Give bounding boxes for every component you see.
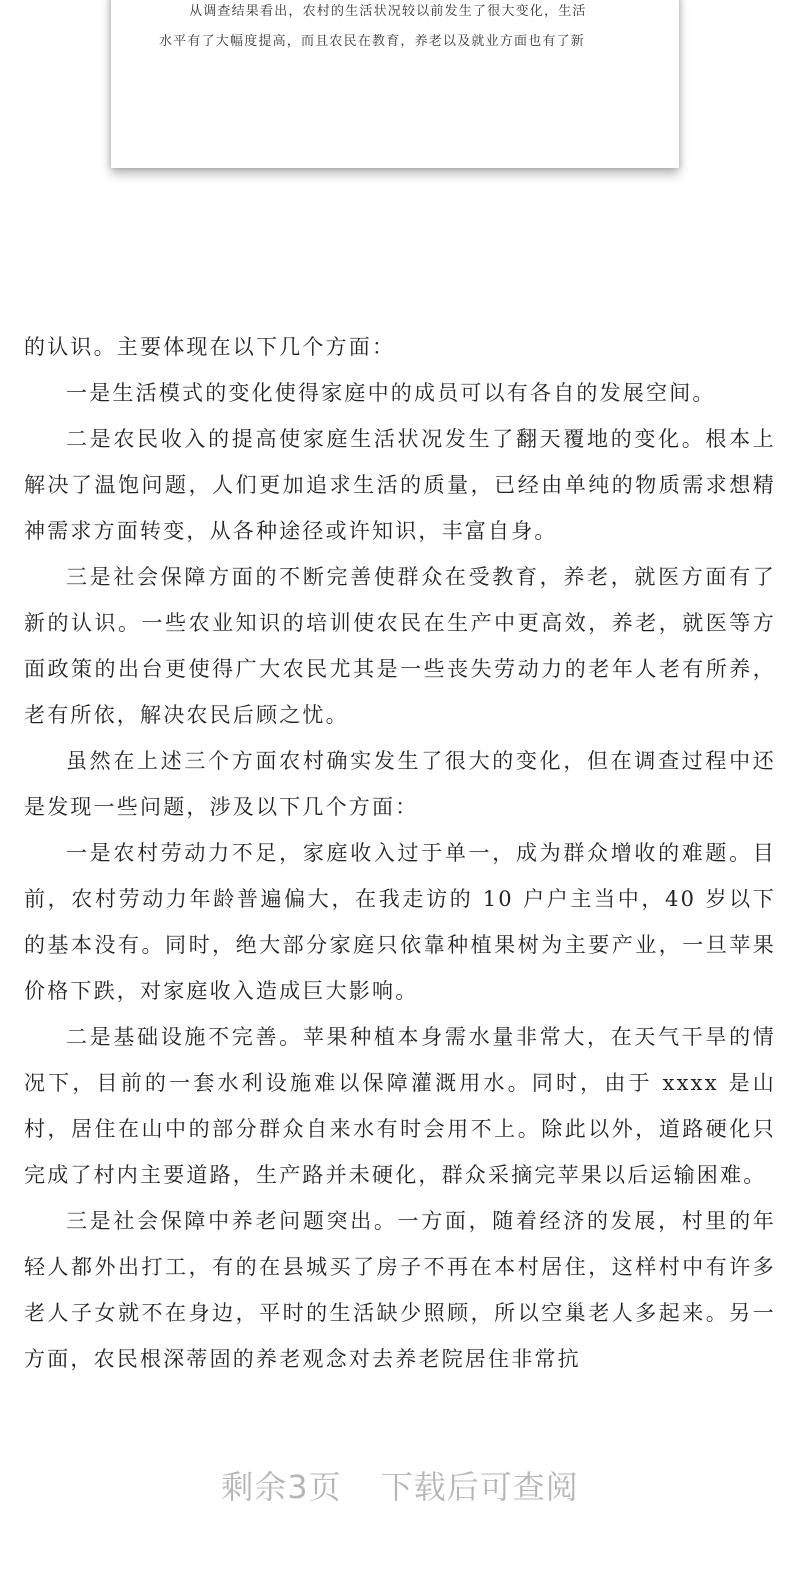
- paragraph: 一是生活模式的变化使得家庭中的成员可以有各自的发展空间。: [66, 381, 716, 405]
- preview-line-1: 从调查结果看出，农村的生活状况较以前发生了很大变化，生活: [189, 4, 587, 19]
- paragraph: 三是社会保障方面的不断完善使群众在受教育，养老，就医方面有了新的认识。一些农业知识的培训使农民在生产中更高效，养老，就医等方面政策的出台更使得广大农民尤其是一些丧失劳动力的老年人老有所养，老有所依，解决农民后顾之忧。: [24, 565, 776, 727]
- paragraph: 虽然在上述三个方面农村确实发生了很大的变化，但在调查过程中还是发现一些问题，涉及以下几个方面：: [24, 749, 776, 819]
- remaining-pages-label: 剩余3页: [221, 1468, 342, 1506]
- paragraph: 二是农民收入的提高使家庭生活状况发生了翻天覆地的变化。根本上解决了温饱问题，人们更加追求生活的质量，已经由单纯的物质需求想精神需求方面转变，从各种途径或许知识，丰富自身。: [24, 427, 776, 543]
- previous-page-preview: [111, 0, 679, 168]
- download-prompt[interactable]: [0, 1462, 800, 1508]
- paragraph: 三是社会保障中养老问题突出。一方面，随着经济的发展，村里的年轻人都外出打工，有的在县城买了房子不再在本村居住，这样村中有许多老人子女就不在身边，平时的生活缺少照顾，所以空巢老人多起来。另一方面，农民根深蒂固的养老观念对去养老院居住非常抗: [24, 1209, 776, 1371]
- paragraph: 一是农村劳动力不足，家庭收入过于单一，成为群众增收的难题。目前，农村劳动力年龄普遍偏大，在我走访的 10 户户主当中，40 岁以下的基本没有。同时，绝大部分家庭只依靠种植果树为主要产业，一旦苹果价格下跌，对家庭收入造成巨大影响。: [24, 841, 776, 1003]
- paragraph: 的认识。主要体现在以下几个方面：: [24, 335, 396, 359]
- preview-line-2: 水平有了大幅度提高，而且农民在教育，养老以及就业方面也有了新: [159, 34, 586, 49]
- paragraph: 二是基础设施不完善。苹果种植本身需水量非常大，在天气干旱的情况下，目前的一套水利设施难以保障灌溉用水。同时，由于 xxxx 是山村，居住在山中的部分群众自来水有时会用不上。除此以外，道路硬化只完成了村内主要道路，生产路并未硬化，群众采摘完苹果以后运输困难。: [24, 1025, 776, 1187]
- download-to-view-label[interactable]: 下载后可查阅: [380, 1468, 579, 1506]
- document-body: [24, 324, 776, 1382]
